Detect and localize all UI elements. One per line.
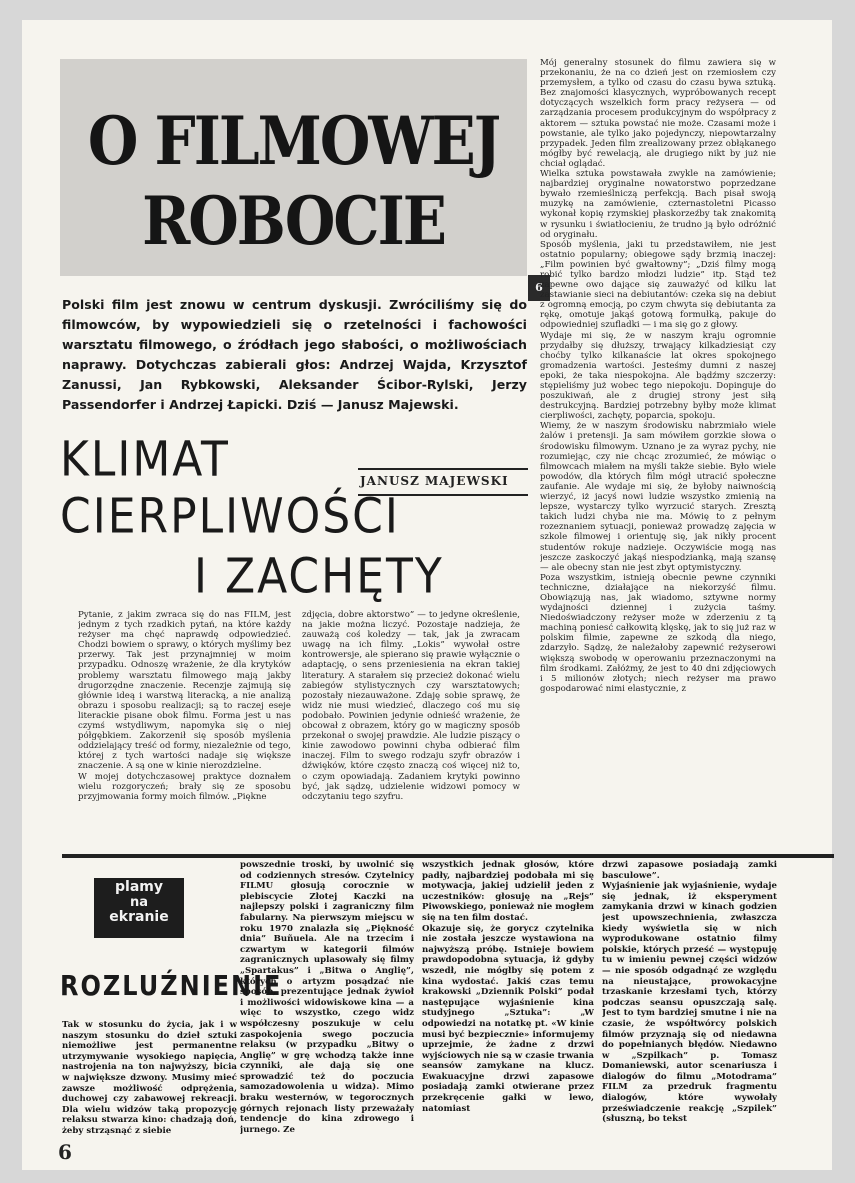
column-text-2: powszednie troski, by uwolnić się od codziennych stresów. Czytelnicy FILMU głosują corocznie w plebiscycie Złotej Kaczki na najlepszy polski i zagraniczny film fabularny. Na pierwszym miejscu w roku 1970 znalazła się „Piękność dnia” Buñuela. Ale na trzecim i czwartym w kategorii filmów zagranicznych uplasowały się filmy „Spartakus” i „Bitwa o Anglię”, których o artyzm posądzać nie sposób, prezentujące jednak żywioł i możliwości widowiskowe kina — a więc to wszystko, czego widz współczesny poszukuje w celu zaspokojenia swego poczucia relaksu (w przypadku „Bitwy o Anglię” w grę wchodzą także inne czynniki, ale dają się one sprowadzić też do poczucia samozadowolenia u widza). Mimo braku westernów, w tegorocznych górnych rejonach listy przeważały tendencje do kina zdrowego i jurnego. Ze — [240, 860, 414, 1135]
article-column-middle: zdjęcia, dobre aktorstwo” — to jedyne określenie, na jakie można liczyć. Pozostaje nadzieja, że zauważą coś koledzy — tak, jak ja zwracam uwagę na ich filmy. „Lokis” wywołał ostre kontrowersje, ale spierano się prawie wyłącznie o adaptację, o sens przeniesienia na ekran takiej literatury. A starałem się przecież dokonać wielu zabiegów stylistycznych czy warsztatowych; pozostały niezauważone. Zdaję sobie sprawę, że widz nie musi wiedzieć, dlaczego coś mu się podobało. Powinien jedynie odnieść wrażenie, że obcował z obrazem, który go w magiczny sposób przekonał o swojej prawdzie. Ale ludzie piszący o kinie zawodowo powinni chyba odbierać film inaczej. Film to swego rodzaju szyfr obrazów i dźwięków, które często znaczą coś więcej niż to, o czym opowiadają. Zadaniem krytyki powinno być, jak sądzę, udzielenie widzowi pomocy w odczytaniu tego szyfru. — [302, 610, 520, 802]
header-title-line1: O FILMOWEJ — [87, 101, 500, 181]
header-title-box — [60, 59, 543, 294]
headline-line3: I ZACHĘTY — [194, 548, 444, 605]
magazine-page — [22, 20, 832, 1170]
page-number: 6 — [58, 1140, 72, 1164]
column-text-1: Tak w stosunku do życia, jak i w naszym stosunku do dzieł sztuki niemożliwe jest permanentne utrzymywanie wysokiego napięcia, nastrojenia na ton najwyższy, bicia w największe dzwony. Musimy mieć zawsze możliwość odprężenia, duchowej czy zabawowej rekreacji. Dla wielu widzów taką propozycję relaksu stwarza kino: chadzają doń, żeby strząsnąć z siebie — [62, 1020, 237, 1136]
logo-line1: plamy — [115, 879, 163, 895]
column-title: ROZLUŹNIENIE — [60, 969, 283, 1003]
logo-line2: na — [129, 895, 149, 910]
header-number-badge: 6 — [528, 275, 550, 301]
article-column-right: Mój generalny stosunek do filmu zawiera się w przekonaniu, że na co dzień jest on rzemiosłem czy przemysłem, a tylko od czasu do czasu bywa sztuką. Bez znajomości klasycznych, wypróbowanych recept dotyczących wszelkich form pracy reżysera — od zarządzania procesem produkcyjnym do współpracy z aktorem — sztuka powstać nie może. Czasami może i powstanie, ale tylko jako pojedynczy, niepowtarzalny przypadek. Jeden film zrealizowany przez obłąkanego mógłby być rewelacją, ale drugiego nikt by już nie chciał oglądać. Wielka sztuka powstawała zwykle na zamówienie; najbardziej oryginalne nowatorstwo poprzedzane bywało rzemieślniczą perfekcją. Bach pisał swoją muzykę na zamówienie, czternastoletni Picasso wykonał kopię rzymskiej płaskorzeźby tak znakomitą w rysunku i światłocieniu, że trudno ją było odróżnić od oryginału. Sposób myślenia, jaki tu przedstawiłem, nie jest ostatnio popularny; obiegowe sądy brzmią inaczej: „Film powinien być gwałtowny”; „Dziś filmy mogą robić tylko bardzo młodzi ludzie” itp. Stąd też zapewne owo dające się zauważyć od kilku lat zastawianie sieci na debiutantów: czeka się na debiut z ogromną emocją, po czym chwyta się debiutanta za rękę, omotuje jakąś gotową formułką, pakuje do odpowiedniej szufladki — i ma się go z głowy. Wydaje mi się, że w naszym kraju ogromnie przydałby się dłuższy, trwający kilkadziesiąt czy choćby tylko kilkanaście lat okres spokojnego gromadzenia wartości. Jesteśmy dumni z naszej epoki, że taka niespokojna. Ale bądźmy szczerzy: stępieliśmy już wobec tego niepokoju. Dopinguje do poszukiwań, ale z drugiej strony jest siłą destrukcyjną. Bardziej potrzebny byłby może klimat cierpliwości, zachęty, poparcia, spokoju. Wiemy, że w naszym środowisku nabrzmiało wiele żalów i pretensji. Ja sam mówiłem gorzkie słowa o środowisku filmowym. Uznano je za wyraz pychy, nie rozumiejąc, czy nie chcąc zrozumieć, że mówiąc o filmowcach miałem na myśli także siebie. Było wiele powodów, dla których film mógł utracić społeczne zaufanie. Ale wydaje mi się, że byłoby naiwnością wierzyć, iż jacyś nowi ludzie wszystko zmienią na lepsze, wystarczy tylko wyrzucić starych. Zresztą takich ludzi chyba nie ma. Mówię to z pełnym rozeznaniem sytuacji, ponieważ prowadzę zajęcia w szkole filmowej i orientuję się, jak nikły procent studentów rokuje nadzieje. Oczywiście mogą nas jeszcze zaskoczyć jakąś niespodzianką, mają szansę — ale obecny stan nie jest zbyt optymistyczny. Poza wszystkim, istnieją obecnie pewne czynniki techniczne, działające na niekorzyść filmu. Obowiązują nas, jak wiadomo, sztywne normy wydajności dziennej i zużycia taśmy. Niedoświadczony reżyser może w zderzeniu z tą machiną poniesć całkowitą klęskę, jak to się już raz w polskim filmie, zapewne ze szkodą dla niego, zdarzyło. Sądzę, że należałoby zapewnić reżyserowi większą swobodę w operowaniu przeznaczonymi na film środkami. Załóżmy, że jest to 40 dni zdjęciowych i 5 milionów złotych; niech reżyser ma prawo gospodarować nimi elastycznie, z — [540, 58, 776, 694]
author-name: JANUSZ MAJEWSKI — [360, 474, 509, 488]
column-text-4: drzwi zapasowe posiadają zamki basculowe”. Wyjaśnienie jak wyjaśnienie, wydaje się jednak, iż eksperyment zamykania drzwi w kinach godzien jest upowszechnienia, zwłaszcza kiedy wyświetla się w nich wyprodukowane ostatnio filmy polskie, których prześć — występuję tu w imieniu pewnej części widzów — nie sposób odgadnąć ze względu na nieustające, prowokacyjne trzaskanie krzesłami tych, którzy podczas seansu opuszczają salę. Jest to tym bardziej smutne i nie na czasie, że współtwórcy polskich filmów przyznają się od niedawna do popełnianych błędów. Niedawno w „Szpilkach” p. Tomasz Domaniewski, autor scenariusza i dialogów do filmu „Motodrama” FILM za przedruk fragmentu dialogów, które wywołały przeświadczenie reakcję „Szpilek” (słuszną, bo tekst — [602, 860, 777, 1125]
headline-line1: KLIMAT — [60, 431, 230, 488]
column-logo — [94, 878, 184, 938]
article-column-left: Pytanie, z jakim zwraca się do nas FILM, jest jednym z tych rzadkich pytań, na które każdy reżyser ma chęć naprawdę odpowiedzieć. Chodzi bowiem o sprawy, o których myślimy bez przerwy. Tak jest przynajmniej w moim przypadku. Odnoszę wrażenie, że dla krytyków problemy warsztatu filmowego mają jakby drugorzędne znaczenie. Recenzje zajmują się głównie ideą i warstwą literacką, a nie analizą obrazu i sposobu realizacji; są to raczej eseje literackie pisane obok filmu. Forma jest u nas czymś wstydliwym, napomyka się o niej półgębkiem. Zakorzenił się sposób myślenia oddzielający treść od formy, niezależnie od tego, której z tych wartości nadaje się większe znaczenie. A są one w kinie nierozdzielne. W mojej dotychczasowej praktyce doznałem wielu rozgoryczeń; brały się ze sposobu przyjmowania formy moich filmów. „Piękne — [78, 610, 291, 802]
section-separator — [62, 854, 834, 858]
author-rule-top — [358, 468, 528, 470]
headline-line2: CIERPLIWOŚCI — [60, 488, 400, 545]
logo-line3: ekranie — [109, 909, 169, 925]
column-text-3: wszystkich jednak głosów, które padły, najbardziej podobała mi się motywacja, jakiej udzielił jeden z uczestników: głosuję na „Rejs” Piwowskiego, ponieważ nie mogłem się na ten film dostać. Okazuje się, że gorycz czytelnika nie została jeszcze wystawiona na najwyższą próbę. Istnieje bowiem prawdopodobna sytuacja, iż gdyby wszedł, nie mógłby się potem z kina wydostać. Jakiś czas temu krakowski „Dziennik Polski” podał następujące wyjaśnienie kina studyjnego „Sztuka”: „W odpowiedzi na notatkę pt. «W kinie musi być bezpiecznie» informujemy uprzejmie, że żadne z drzwi wyjściowych nie są w czasie trwania seansów zamykane na klucz. Ewakuacyjne drzwi zapasowe posiadają zamki otwierane przez przekręcenie gałki w lewo, natomiast — [422, 860, 594, 1114]
intro-paragraph: Polski film jest znowu w centrum dyskusji. Zwróciliśmy się do filmowców, by wypowiedzieli się o rzetelności i fachowości warsztatu filmowego, o źródłach jego słabości, o możliwościach naprawy. Dotychczas zabierali głos: Andrzej Wajda, Krzysztof Zanussi, Jan Rybkowski, Aleksander Ścibor-Rylski, Jerzy Passendorfer i Andrzej Łapicki. Dziś — Janusz Majewski. — [62, 297, 527, 412]
header-title-line2: ROBOCIE — [142, 181, 445, 261]
